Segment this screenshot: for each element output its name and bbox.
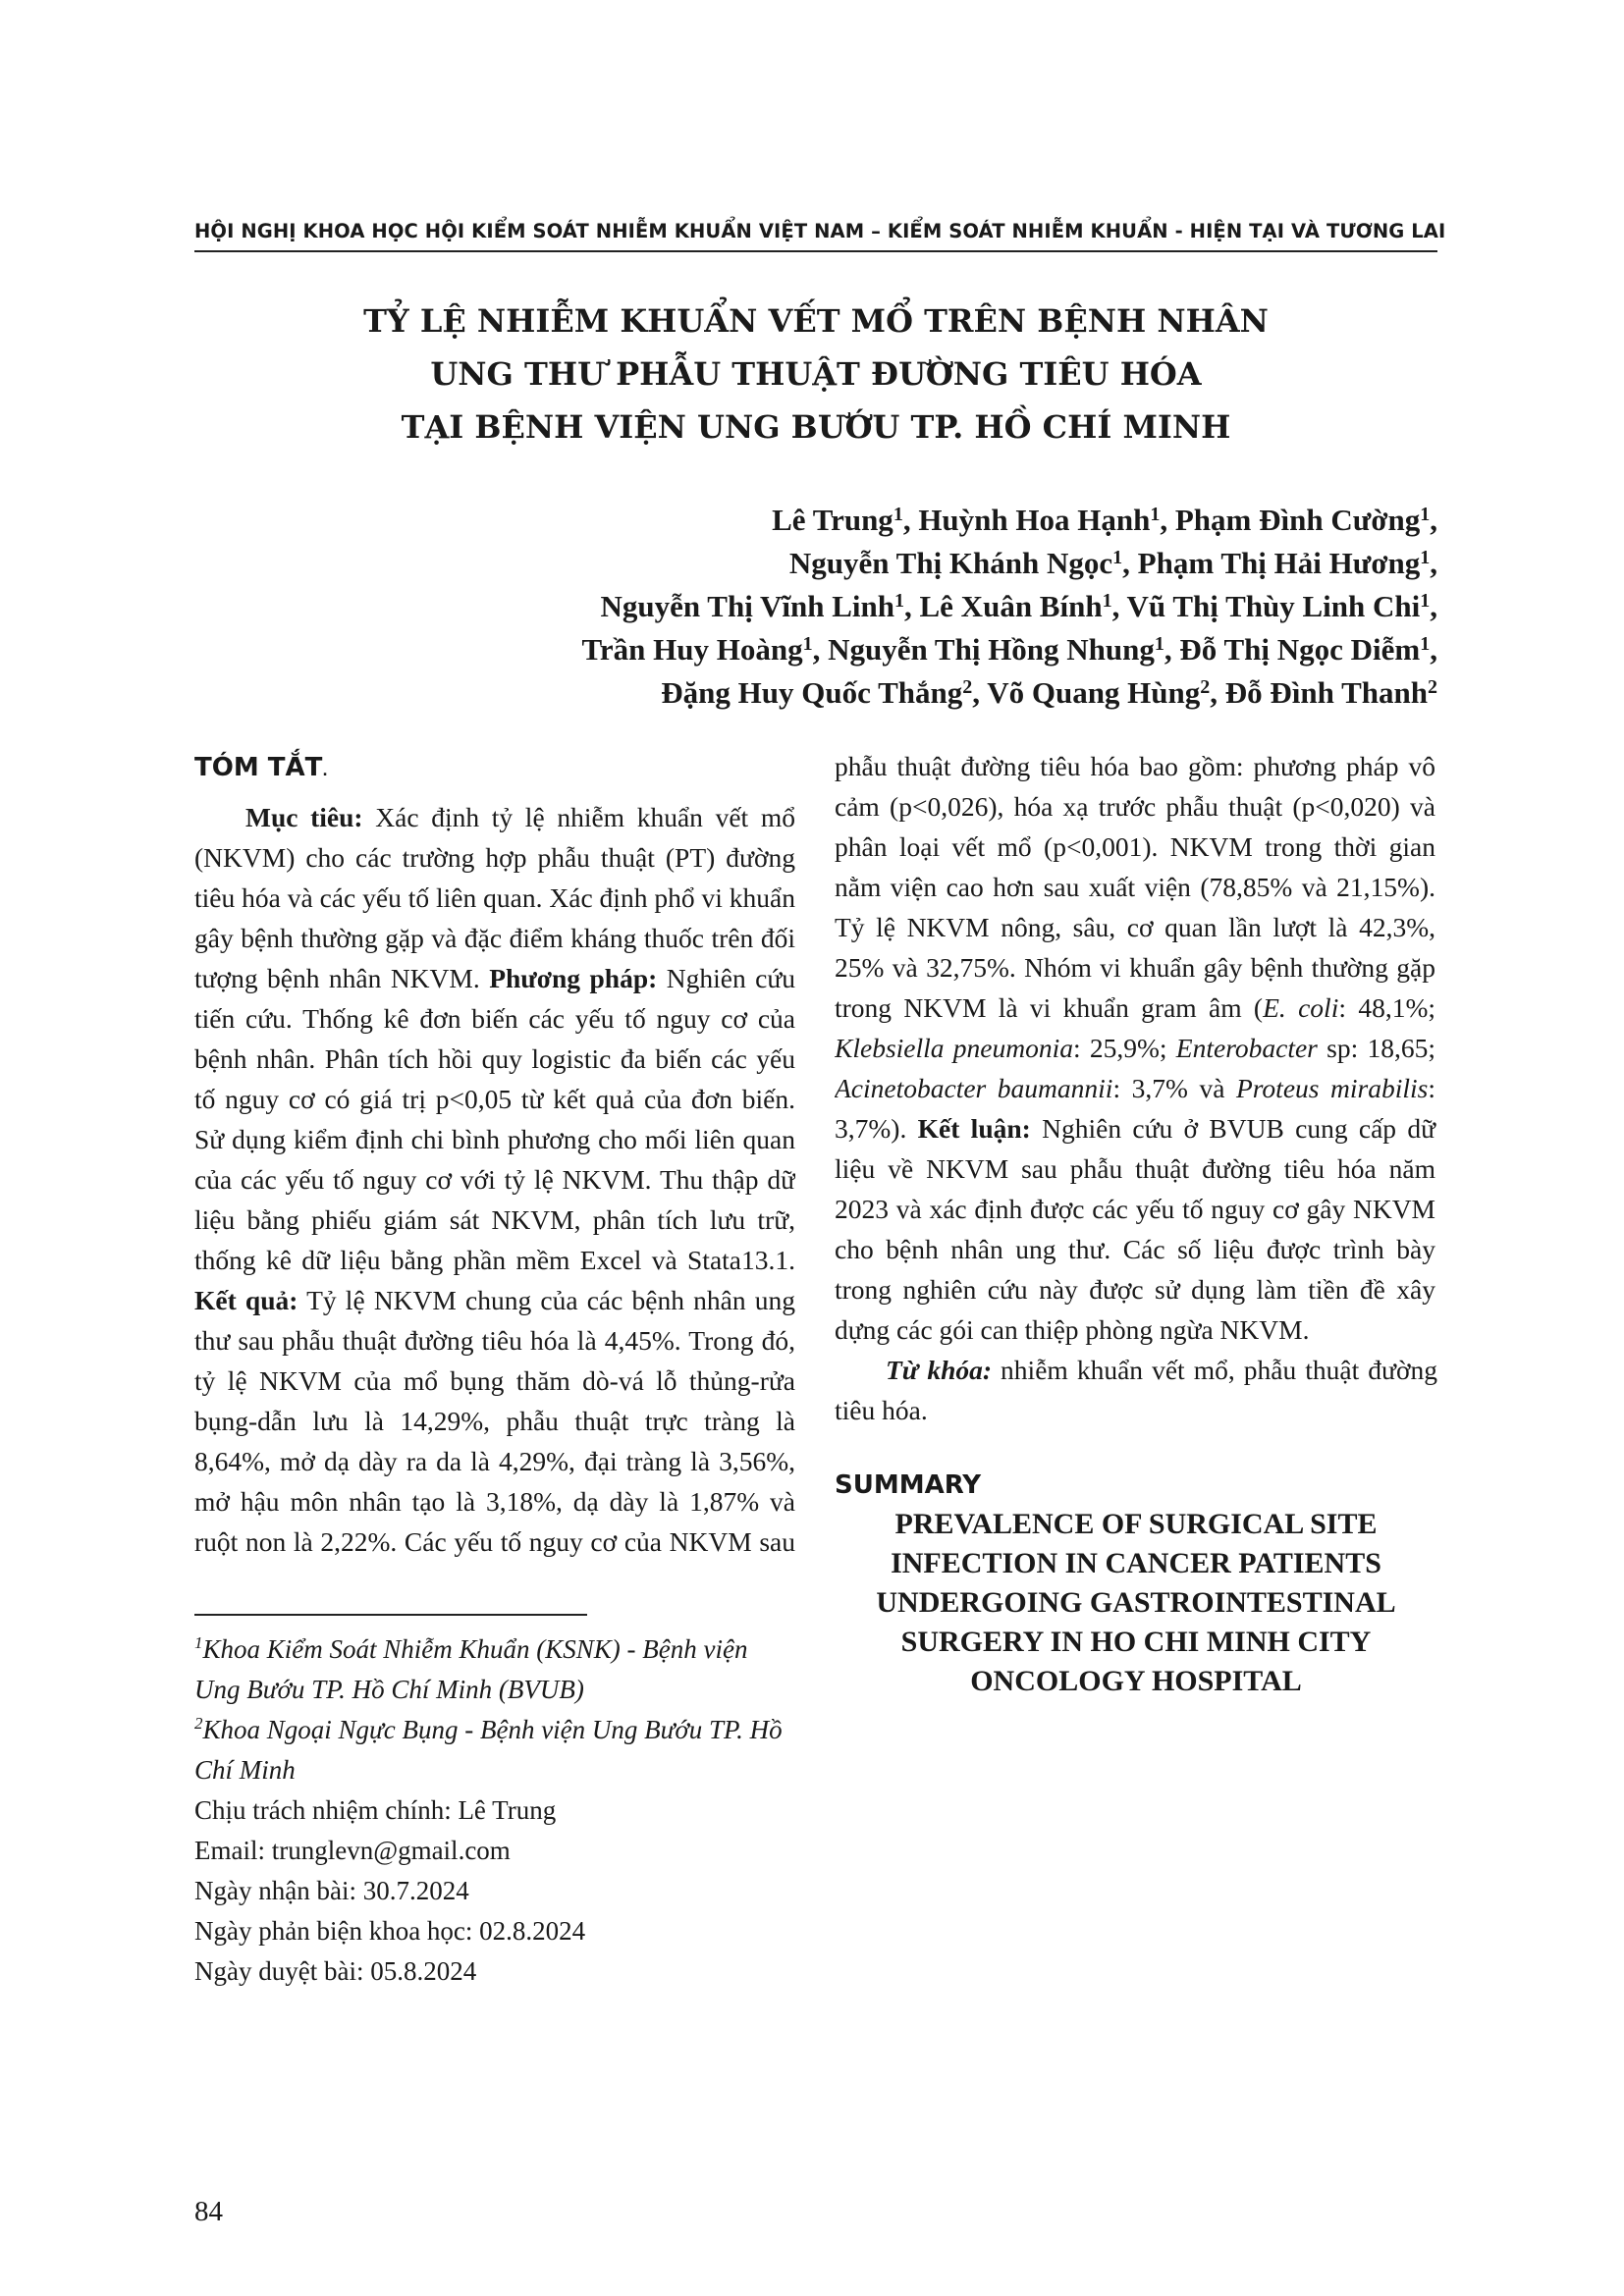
author-line: Nguyễn Thị Khánh Ngọc$^1$, Phạm Thị Hải Hương$^1$, <box>788 546 1437 580</box>
objective-text: Xác định tỷ lệ nhiễm khuẩn vết mổ (NKVM) cho các trường hợp phẫu thuật (PT) đường tiêu hóa và các yếu tố liên quan. Xác định phổ vi khuẩn gây bệnh thường gặp và đặc điểm kháng thuốc trên đối tượng bệnh nhân NKVM. <box>194 802 795 993</box>
title-line: TỶ LỆ NHIỄM KHUẨN VẾT MỔ TRÊN BỆNH NHÂN <box>363 302 1269 340</box>
left-column <box>194 746 795 1562</box>
abstract-heading: TÓM TẮT. <box>194 753 328 782</box>
affiliation-mark: 1 <box>1420 504 1431 525</box>
affiliation-mark: 2 <box>962 676 973 698</box>
header-rule <box>194 250 1437 252</box>
affiliation-mark: 1 <box>802 633 813 655</box>
abstract-continuation <box>835 746 1437 1350</box>
author-list <box>582 499 1438 715</box>
footnote-rule <box>194 1614 587 1616</box>
email[interactable]: Email: trunglevn@gmail.com <box>194 1836 511 1865</box>
organism-name: Enterobacter <box>1175 1033 1318 1063</box>
affiliation-mark: 1 <box>1420 590 1431 612</box>
author-name: Phạm Thị Hải Hương <box>1137 546 1421 580</box>
affiliation-2: $^2$Khoa Ngoại Ngực Bụng - Bệnh viện Ung Bướu TP. Hồ Chí Minh <box>194 1714 783 1785</box>
author-line: Trần Huy Hoàng$^1$, Nguyễn Thị Hồng Nhung$^1$, Đỗ Thị Ngọc Diễm$^1$, <box>581 632 1437 667</box>
result-text: phẫu thuật đường tiêu hóa bao gồm: phương pháp vô cảm (p<0,026), hóa xạ trước phẫu thuật (p<0,020) và phân loại vết mổ (p<0,001). NKVM trong thời gian nằm viện cao hơn sau xuất viện (78,85% và 21,15%). Tỷ lệ NKVM nông, sâu, cơ quan lần lượt là 42,3%, 25% và 32,75%. Nhóm vi khuẩn gây bệnh thường gặp trong NKVM là vi khuẩn gram âm ( <box>835 751 1435 1023</box>
author-name: Nguyễn Thị Khánh Ngọc <box>788 546 1113 580</box>
summary-title-line: ONCOLOGY HOSPITAL <box>970 1665 1302 1697</box>
footnotes <box>194 1629 795 1992</box>
affiliation-mark: 1 <box>1154 633 1164 655</box>
author-line: Đặng Huy Quốc Thắng$^2$, Võ Quang Hùng$^2$, Đỗ Đình Thanh$^2$ <box>661 675 1437 710</box>
affiliation-mark: 1 <box>1112 547 1123 568</box>
abstract-body <box>194 797 795 1562</box>
title-line: TẠI BỆNH VIỆN UNG BƯỚU TP. HỒ CHÍ MINH <box>401 408 1231 446</box>
organism-name: Klebsiella pneumonia <box>835 1033 1073 1063</box>
organism-name: E. coli <box>1263 992 1339 1023</box>
affiliation-mark: 1 <box>894 590 904 612</box>
page-number: 84 <box>194 2196 223 2227</box>
date-reviewed: Ngày phản biện khoa học: 02.8.2024 <box>194 1916 586 1946</box>
author-name: Nguyễn Thị Hồng Nhung <box>828 632 1155 667</box>
summary-title-line: UNDERGOING GASTROINTESTINAL <box>876 1586 1396 1619</box>
keywords-text: nhiễm khuẩn vết mổ, phẫu thuật đường tiêu hóa. <box>835 1355 1437 1425</box>
affiliation-mark: 1 <box>1102 590 1112 612</box>
summary-title-line: PREVALENCE OF SURGICAL SITE <box>894 1508 1378 1540</box>
author-name: Nguyễn Thị Vĩnh Linh <box>600 589 894 623</box>
affiliation-mark: 2 <box>1200 676 1211 698</box>
organism-name: Acinetobacter baumannii <box>835 1073 1113 1103</box>
date-accepted: Ngày duyệt bài: 05.8.2024 <box>194 1956 477 1986</box>
author-line: Lê Trung$^1$, Huỳnh Hoa Hạnh$^1$, Phạm Đình Cường$^1$, <box>772 503 1437 537</box>
organism-name: Proteus mirabilis <box>1235 1073 1429 1103</box>
date-received: Ngày nhận bài: 30.7.2024 <box>194 1876 469 1905</box>
summary-title-line: SURGERY IN HO CHI MINH CITY <box>900 1626 1372 1658</box>
affiliation-mark: 1 <box>1420 633 1431 655</box>
author-name: Đỗ Thị Ngọc Diễm <box>1179 632 1421 667</box>
summary-title-line: INFECTION IN CANCER PATIENTS <box>891 1547 1381 1579</box>
author-name: Võ Quang Hùng <box>987 675 1201 710</box>
summary-heading: SUMMARY <box>835 1470 982 1500</box>
author-name: Vũ Thị Thùy Linh Chi <box>1126 589 1421 623</box>
result-text: Tỷ lệ NKVM chung của các bệnh nhân ung thư sau phẫu thuật đường tiêu hóa là 4,45%. Trong đó, tỷ lệ NKVM của mổ bụng thăm dò-vá lỗ thủng-rửa bụng-dẫn lưu là 14,29%, phẫu thuật trực tràng là 8,64%, mở dạ dày ra da là 4,29%, đại tràng là 3,56%, mở hậu môn nhân tạo là 3,18%, dạ dày là 1,87% và ruột non là 2,22%. Các yếu tố nguy cơ của NKVM sau <box>194 1285 795 1557</box>
affiliation-mark: 2 <box>1428 676 1437 698</box>
article-title <box>194 294 1437 454</box>
conclusion-text: Nghiên cứu ở BVUB cung cấp dữ liệu về NKVM sau phẫu thuật đường tiêu hóa năm 2023 và xác định được các yếu tố nguy cơ gây NKVM cho bệnh nhân ung thư. Các số liệu được trình bày trong nghiên cứu này được sử dụng làm tiền đề xây dựng các gói can thiệp phòng ngừa NKVM. <box>835 1113 1435 1345</box>
affiliation-mark: 1 <box>893 504 903 525</box>
corresponding-author: Chịu trách nhiệm chính: Lê Trung <box>194 1795 557 1825</box>
author-name: Huỳnh Hoa Hạnh <box>918 503 1151 537</box>
objective-label: Mục tiêu: <box>245 802 363 832</box>
abstract-body-continued: phẫu thuật đường tiêu hóa bao gồm: phương pháp vô cảm (p<0,026), hóa xạ trước phẫu thuật (p<0,020) và phân loại vết mổ (p<0,001). NKVM trong thời gian nằm viện cao hơn sau xuất viện (78,85% và 21,15%). Tỷ lệ NKVM nông, sâu, cơ quan lần lượt là 42,3%, 25% và 32,75%. Nhóm vi khuẩn gây bệnh thường gặp trong NKVM là vi khuẩn gram âm (E. coli: 48,1%; Klebsiella pneumonia: 25,9%; Enterobacter sp: 18,65; Acinetobacter baumannii: 3,7% và Proteus mirabilis: 3,7%). Kết luận: Nghiên cứu ở BVUB cung cấp dữ liệu về NKVM sau phẫu thuật đường tiêu hóa năm 2023 và xác định được các yếu tố nguy cơ gây NKVM cho bệnh nhân ung thư. Các số liệu được trình bày trong nghiên cứu này được sử dụng làm tiền đề xây dựng các gói can thiệp phòng ngừa NKVM. <box>835 746 1435 1350</box>
author-name: Lê Trung <box>772 503 893 537</box>
affiliation-mark: 1 <box>1420 547 1431 568</box>
method-label: Phương pháp: <box>489 963 658 993</box>
conclusion-label: Kết luận: <box>917 1113 1031 1144</box>
keywords-label: Từ khóa: <box>886 1355 993 1385</box>
author-line: Nguyễn Thị Vĩnh Linh$^1$, Lê Xuân Bính$^1$, Vũ Thị Thùy Linh Chi$^1$, <box>600 589 1437 623</box>
author-name: Trần Huy Hoàng <box>581 632 803 667</box>
author-name: Đặng Huy Quốc Thắng <box>661 675 963 710</box>
running-head: HỘI NGHỊ KHOA HỌC HỘI KIỂM SOÁT NHIỄM KHUẨN VIỆT NAM – KIỂM SOÁT NHIỄM KHUẨN - HIỆN TẠI VÀ TƯƠNG LAI <box>194 220 1446 242</box>
result-label: Kết quả: <box>194 1285 298 1315</box>
method-text: Nghiên cứu tiến cứu. Thống kê đơn biến các yếu tố nguy cơ của bệnh nhân. Phân tích hồi quy logistic đa biến các yếu tố nguy cơ có giá trị p<0,05 từ kết quả của đơn biến. Sử dụng kiểm định chi bình phương cho mối liên quan của các yếu tố nguy cơ với tỷ lệ NKVM. Thu thập dữ liệu bằng phiếu giám sát NKVM, phân tích lưu trữ, thống kê dữ liệu bằng phần mềm Excel và Stata13.1. <box>194 963 795 1275</box>
author-name: Đỗ Đình Thanh <box>1224 675 1428 710</box>
affiliation-1: $^1$Khoa Kiểm Soát Nhiễm Khuẩn (KSNK) - Bệnh viện Ung Bướu TP. Hồ Chí Minh (BVUB) <box>194 1633 748 1704</box>
author-name: Lê Xuân Bính <box>919 589 1103 623</box>
author-name: Phạm Đình Cường <box>1174 503 1421 537</box>
title-line: UNG THƯ PHẪU THUẬT ĐƯỜNG TIÊU HÓA <box>430 355 1202 393</box>
affiliation-mark: 1 <box>1150 504 1161 525</box>
summary-title <box>835 1505 1437 1701</box>
keywords <box>835 1350 1437 1430</box>
right-column <box>835 746 1437 1701</box>
